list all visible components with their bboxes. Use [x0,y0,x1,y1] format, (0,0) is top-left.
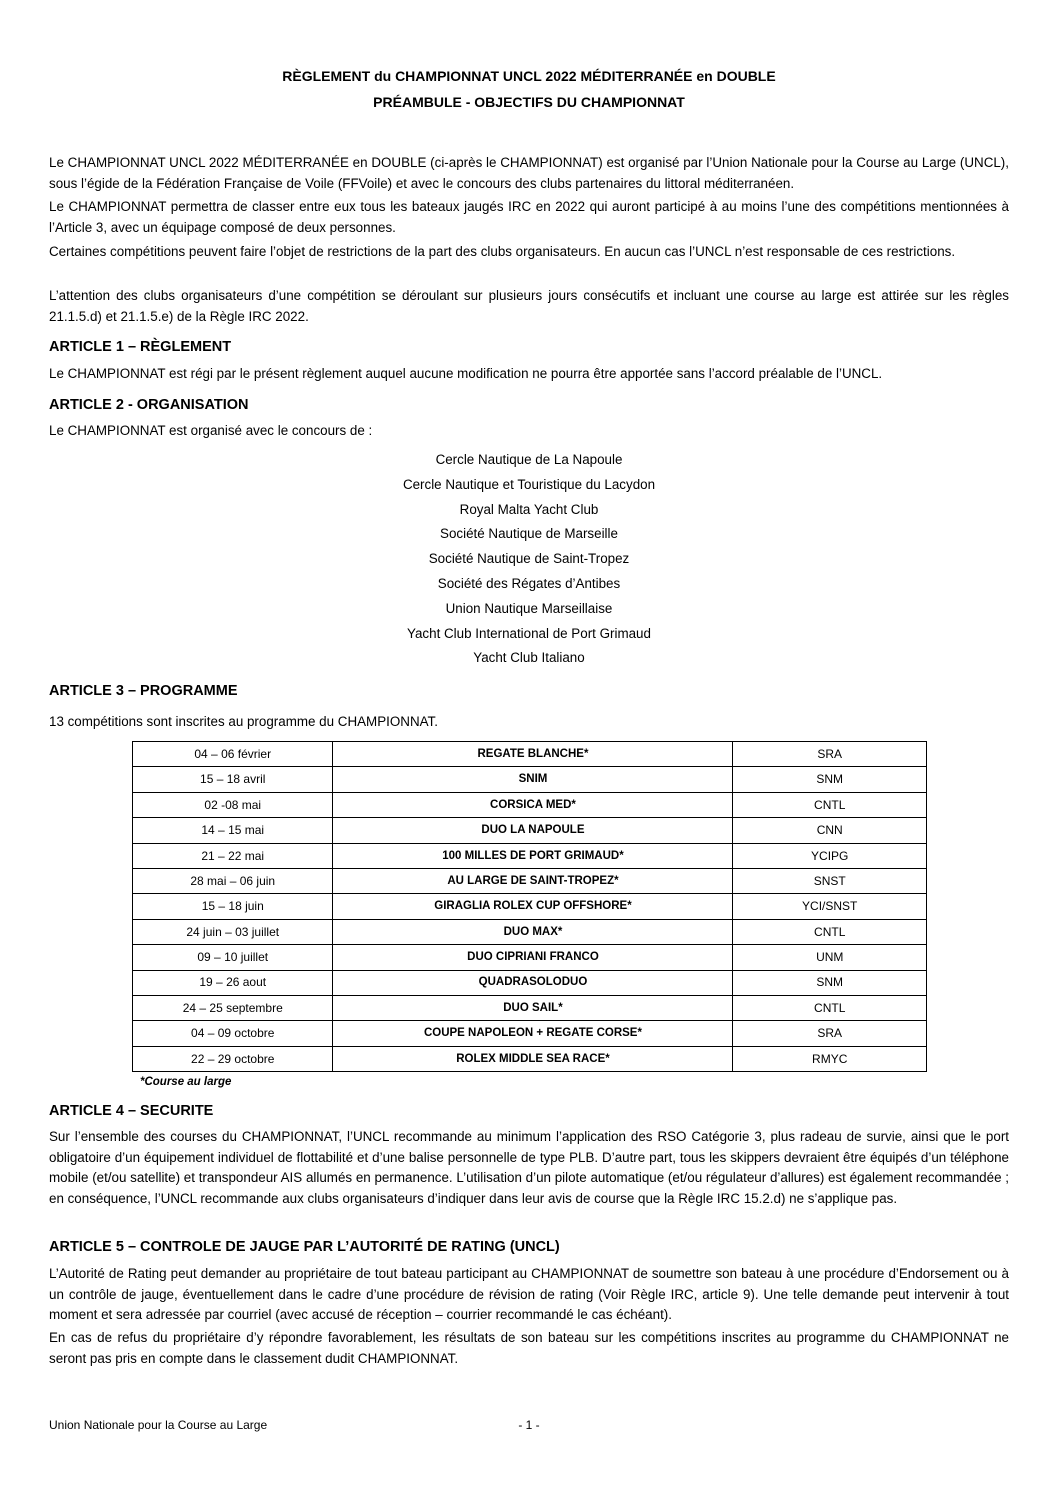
row-event: SNIM [333,767,733,792]
table-row [133,919,927,944]
row-date: 15 – 18 juin [133,894,333,919]
row-club: SNM [733,767,927,792]
club-list-item: Cercle Nautique de La Napoule [435,452,623,467]
row-club: YCIPG [733,843,927,868]
article-1-heading: ARTICLE 1 – RÈGLEMENT [49,339,232,355]
article-2-heading: ARTICLE 2 - ORGANISATION [49,397,249,413]
club-list-item: Cercle Nautique et Touristique du Lacydon [402,476,656,492]
row-date: 15 – 18 avril [133,767,333,792]
row-event: REGATE BLANCHE* [333,742,733,767]
preamble-paragraph-1: Le CHAMPIONNAT UNCL 2022 MÉDITERRANÉE en DOUBLE (ci-après le CHAMPIONNAT) est organisé par l’Union Nationale pour la Course au Large (UNCL), sous l’égide de la Fédération Française de Voile (FFVoile) et avec le concours des clubs partenaires du littoral méditerranéen. [49,155,1009,191]
row-event: DUO LA NAPOULE [333,818,733,843]
article-3-heading: ARTICLE 3 – PROGRAMME [49,683,238,699]
row-club: SNM [733,970,927,995]
row-event: CORSICA MED* [333,792,733,817]
row-club: CNTL [733,792,927,817]
table-row [133,995,927,1020]
row-event: QUADRASOLODUO [333,970,733,995]
club-list-item: Union Nautique Marseillaise [445,600,613,616]
table-row [133,970,927,995]
table-row [133,843,927,868]
club-list [0,448,1058,671]
row-club: YCI/SNST [733,894,927,919]
row-club: SRA [733,742,927,767]
row-club: RMYC [733,1046,927,1071]
document-title: RÈGLEMENT du CHAMPIONNAT UNCL 2022 MÉDITERRANÉE en DOUBLE [282,68,776,84]
table-row [133,1046,927,1071]
row-club: SRA [733,1021,927,1046]
club-list-item: Société Nautique de Marseille [440,526,618,542]
row-club: CNN [733,818,927,843]
row-date: 21 – 22 mai [133,843,333,868]
article-2-text: Le CHAMPIONNAT est organisé avec le concours de : [49,423,373,438]
club-list-item: Société Nautique de Saint-Tropez [428,551,630,567]
row-event: DUO CIPRIANI FRANCO [333,945,733,970]
row-event: 100 MILLES DE PORT GRIMAUD* [333,843,733,868]
row-date: 28 mai – 06 juin [133,868,333,893]
article-4-text: Sur l’ensemble des courses du CHAMPIONNAT, l’UNCL recommande au minimum l’application des RSO Catégorie 3, plus radeau de survie, ainsi que le port obligatoire d’un équipement individuel de flottabilité et d’une balise personnelle de type PLB. D’autre part, tous les skippers devraient être équipés d’un téléphone mobile (et/ou satellite) et transpondeur AIS allumés en permanence. L’utilisation d’un pilote automatique (et/ou régulateur d’allures) est également recommandée ; en conséquence, l’UNCL recommande aux clubs organisateurs d’indiquer dans leur avis de course que la Règle IRC 15.2.d) ne s’applique pas. [49,1129,1009,1206]
row-event: DUO MAX* [333,919,733,944]
row-event: GIRAGLIA ROLEX CUP OFFSHORE* [333,894,733,919]
table-row [133,945,927,970]
table-row [133,767,927,792]
row-date: 09 – 10 juillet [133,945,333,970]
table-row [133,868,927,893]
club-list-item: Yacht Club International de Port Grimaud [407,625,651,641]
row-date: 14 – 15 mai [133,818,333,843]
document-subtitle: PRÉAMBULE - OBJECTIFS DU CHAMPIONNAT [373,94,685,110]
preamble-paragraph-2: Le CHAMPIONNAT permettra de classer entre eux tous les bateaux jaugés IRC en 2022 qui auront participé à au moins l’une des compétitions mentionnées à l’Article 3, avec un équipage composé de deux personnes. [49,199,1009,235]
row-club: SNST [733,868,927,893]
club-list-item: Yacht Club Italiano [473,650,585,666]
row-club: UNM [733,945,927,970]
program-table [132,741,927,1072]
table-row [133,1021,927,1046]
page-number: - 1 - [518,1418,540,1432]
article-5-text-2: En cas de refus du propriétaire d’y répondre favorablement, les résultats de son bateau sur les compétitions inscrites au programme du CHAMPIONNAT ne seront pas pris en compte dans le classement dudit CHAMPIONNAT. [49,1330,1009,1366]
footer-organization: Union Nationale pour la Course au Large [49,1418,268,1432]
preamble-paragraph-4: L’attention des clubs organisateurs d’une compétition se déroulant sur plusieurs jours consécutifs et incluant une course au large est attirée sur les règles 21.1.5.d) et 21.1.5.e) de la Règle IRC 2022. [49,288,1009,324]
club-list-item: Société des Régates d’Antibes [437,575,621,591]
row-date: 22 – 29 octobre [133,1046,333,1071]
row-date: 24 – 25 septembre [133,995,333,1020]
article-3-text: 13 compétitions sont inscrites au programme du CHAMPIONNAT. [49,714,438,729]
table-row [133,894,927,919]
row-club: CNTL [733,995,927,1020]
table-footnote: *Course au large [140,1076,232,1088]
row-event: AU LARGE DE SAINT-TROPEZ* [333,868,733,893]
row-date: 04 – 06 février [133,742,333,767]
row-club: CNTL [733,919,927,944]
preamble-paragraph-3: Certaines compétitions peuvent faire l’objet de restrictions de la part des clubs organisateurs. En aucun cas l’UNCL n’est responsable de ces restrictions. [49,244,956,259]
row-date: 24 juin – 03 juillet [133,919,333,944]
table-row [133,742,927,767]
article-5-heading: ARTICLE 5 – CONTROLE DE JAUGE PAR L’AUTORITÉ DE RATING (UNCL) [49,1239,560,1255]
club-list-item: Royal Malta Yacht Club [459,501,599,517]
table-row [133,818,927,843]
row-event: COUPE NAPOLEON + REGATE CORSE* [333,1021,733,1046]
table-row [133,792,927,817]
row-date: 19 – 26 aout [133,970,333,995]
row-date: 02 -08 mai [133,792,333,817]
article-5-text-1: L’Autorité de Rating peut demander au propriétaire de tout bateau participant au CHAMPIONNAT de soumettre son bateau à une procédure d’Endorsement ou à un contrôle de jauge, éventuellement dans le cadre d’une procédure de révision de rating (Voir Règle IRC, article 9). Une telle demande peut intervenir à tout moment et sera adressée par courriel (avec accusé de réception – courrier recommandé le cas échéant). [49,1266,1009,1322]
article-1-text: Le CHAMPIONNAT est régi par le présent règlement auquel aucune modification ne pourra être apportée sans l’accord préalable de l’UNCL. [49,366,883,381]
row-event: DUO SAIL* [333,995,733,1020]
row-date: 04 – 09 octobre [133,1021,333,1046]
article-4-heading: ARTICLE 4 – SECURITE [49,1103,214,1119]
row-event: ROLEX MIDDLE SEA RACE* [333,1046,733,1071]
